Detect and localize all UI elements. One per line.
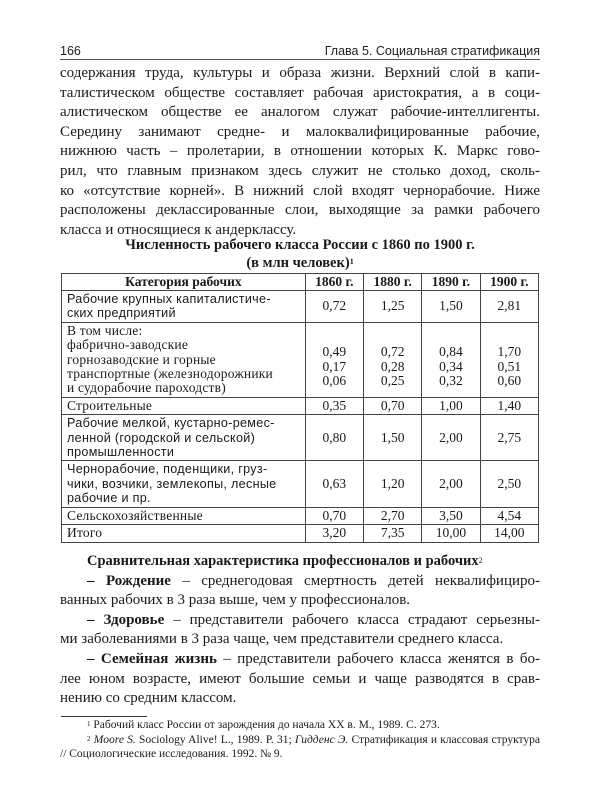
category-cell — [62, 322, 306, 397]
value-cell: 0,72 — [305, 291, 363, 323]
footnote-ref[interactable]: 1 — [349, 257, 354, 266]
item-term: Рождение — [105, 572, 171, 589]
item-text-continued: ванных рабочих в 3 раза выше, чем у профессионалов. — [60, 592, 411, 609]
value-cell — [422, 322, 480, 397]
category-line: Сельскохозяйственные — [67, 507, 203, 523]
value-line: 0,84 — [439, 344, 463, 360]
value-line: 0,28 — [380, 358, 405, 374]
category-line: Чернорабочие, поденщики, груз- — [67, 462, 268, 477]
table-row — [62, 291, 539, 323]
workers-table — [61, 273, 539, 543]
column-header: 1900 г. — [480, 274, 538, 291]
item-term: Семейная жизнь — [100, 650, 217, 667]
intro-line: расположены деклассированные слои, выходящие за рамки рабочего — [60, 202, 540, 219]
value-cell: 0,80 — [305, 415, 363, 461]
category-line: В том числе: — [67, 322, 143, 338]
value-line: 0,72 — [380, 344, 405, 360]
footnote-text: Рабочий класс России от зарождения до начала XX в. М., 1989. С. 273. — [93, 719, 440, 731]
value-cell: 3,50 — [422, 507, 480, 524]
category-line: Строительные — [67, 397, 153, 413]
value-line: 0,60 — [497, 373, 522, 389]
intro-paragraph — [60, 64, 540, 240]
value-cell: 2,50 — [480, 461, 538, 507]
category-cell — [62, 415, 306, 461]
value-cell: 4,54 — [480, 507, 538, 524]
footnote-number: 2 — [87, 734, 91, 743]
footnote-author: Moore S. — [93, 733, 136, 746]
value-cell: 1,20 — [364, 461, 422, 507]
table-row — [62, 397, 539, 414]
table-subtitle: (в млн человек) — [246, 255, 350, 271]
table-title-line2 — [60, 254, 540, 272]
intro-line: содержания труда, культуры и образа жизни. Верхний слой в капи- — [60, 65, 540, 81]
value-line: 0,32 — [439, 373, 463, 389]
value-cell: 2,70 — [364, 507, 422, 524]
value-cell: 1,40 — [480, 397, 538, 414]
category-line: фабрично-заводские — [67, 337, 189, 353]
footnote-number: 1 — [87, 720, 91, 728]
category-cell — [62, 507, 306, 524]
value-line: 0,34 — [439, 358, 463, 374]
item-dash: – — [87, 572, 95, 589]
value-cell: 0,70 — [305, 507, 363, 524]
item-term: Здоровье — [103, 611, 165, 628]
footnote-author: Гидденс Э. — [294, 733, 349, 746]
value-line: 0,51 — [497, 358, 522, 374]
footnote-text: Sociology Alive! L., 1989. P. 31; — [135, 733, 295, 746]
category-line: промышленности — [67, 445, 175, 460]
category-cell — [62, 397, 306, 414]
item-dash: – — [87, 611, 95, 628]
item-text: – представители рабочего класса страдают серьезны- — [164, 611, 541, 628]
category-line: Рабочие крупных капиталистиче- — [67, 292, 271, 306]
category-cell — [62, 525, 306, 542]
intro-line: Середину занимают средне- и малоквалифицированные рабочие, — [60, 123, 540, 140]
intro-line: алистическом обществе ее аналогом служат рабочие-интеллигенты. — [60, 104, 540, 121]
category-line: и судорабочие пароходств) — [67, 380, 226, 396]
value-cell: 1,25 — [364, 291, 422, 323]
category-line: горнозаводские и горные — [67, 351, 216, 367]
intro-line: талистическом обществе составляет рабочая аристократия, а в соци- — [60, 84, 540, 101]
table-row — [62, 507, 539, 524]
comparison-item — [60, 611, 540, 631]
footnote-text: Стратификация и классовая структура // Социологические исследования. 1992. № 9. — [60, 733, 540, 761]
value-cell: 1,00 — [422, 397, 480, 414]
category-cell — [62, 461, 306, 507]
footnote-divider — [61, 716, 147, 717]
table-title-line1: Численность рабочего класса России с 1860 по 1900 г. — [125, 237, 475, 253]
value-cell: 2,75 — [480, 415, 538, 461]
value-cell: 0,63 — [305, 461, 363, 507]
intro-line: ко «отсутствие корней». В нижний слой входят чернорабочие. Ниже — [60, 182, 540, 199]
value-cell: 2,00 — [422, 461, 480, 507]
running-header — [60, 42, 540, 60]
table-row — [62, 322, 539, 397]
table-row — [62, 415, 539, 461]
section-title-text: Сравнительная характеристика профессионалов и рабочих — [87, 553, 479, 569]
value-cell: 1,50 — [364, 415, 422, 461]
value-line: 0,25 — [380, 373, 405, 389]
value-cell — [305, 322, 363, 397]
category-line: Рабочие мелкой, кустарно-ремес- — [67, 416, 275, 431]
item-text-continued: ми заболеваниями в 3 раза чаще, чем представители среднего класса. — [60, 631, 504, 648]
chapter-title: Глава 5. Социальная стратификация — [324, 44, 540, 58]
column-header: 1860 г. — [305, 274, 363, 291]
category-line: рабочие и пр. — [67, 491, 151, 506]
category-line: ленной (городской и сельской) — [67, 430, 256, 445]
value-cell: 7,35 — [364, 525, 422, 542]
table-title — [60, 236, 540, 272]
table-row — [62, 525, 539, 542]
comparison-item — [60, 650, 540, 670]
value-line: 0,06 — [322, 373, 347, 389]
table-row — [62, 461, 539, 507]
column-header: 1890 г. — [422, 274, 480, 291]
category-line: Итого — [67, 525, 103, 541]
category-line: транспортные (железнодорожники — [67, 366, 273, 382]
item-text-continued: лее юном возрасте, имеют большие семьи и чаще разводятся в срав- нению со средним классом. — [60, 670, 540, 707]
intro-line: класса и относящиеся к андерклассу. — [60, 221, 297, 238]
value-cell: 0,35 — [305, 397, 363, 414]
page-number: 166 — [60, 44, 81, 58]
item-text: – среднегодовая смертность детей неквалифициро- — [170, 572, 541, 589]
value-line: 0,17 — [322, 358, 347, 374]
comparison-section — [60, 552, 540, 709]
column-header: Категория рабочих — [62, 274, 306, 291]
value-cell: 3,20 — [305, 525, 363, 542]
value-line: 1,70 — [497, 344, 522, 360]
category-cell — [62, 291, 306, 323]
value-cell: 14,00 — [480, 525, 538, 542]
value-cell: 0,70 — [364, 397, 422, 414]
value-cell: 2,00 — [422, 415, 480, 461]
category-line: чики, возчики, землекопы, лесные — [67, 476, 277, 491]
section-title — [60, 552, 540, 572]
item-text: – представители рабочего класса женятся в бо- — [216, 650, 541, 667]
intro-line: нижнюю часть – пролетарии, в отношении которых К. Маркс гово- — [60, 143, 540, 160]
footnote-ref[interactable]: 2 — [478, 556, 483, 565]
value-line: 0,49 — [322, 344, 347, 360]
column-header: 1880 г. — [364, 274, 422, 291]
footnote-1 — [60, 718, 540, 733]
value-cell — [364, 322, 422, 397]
value-cell — [480, 322, 538, 397]
value-cell: 2,81 — [480, 291, 538, 323]
table-header-row — [62, 274, 539, 291]
footnotes — [60, 718, 540, 762]
intro-line: рил, что главным признаком здесь служит не столько доход, сколь- — [60, 162, 540, 179]
value-cell: 10,00 — [422, 525, 480, 542]
comparison-item — [60, 572, 540, 592]
category-line: ских предприятий — [67, 306, 176, 321]
footnote-2 — [60, 733, 540, 762]
value-cell: 1,50 — [422, 291, 480, 323]
item-dash: – — [87, 650, 95, 667]
